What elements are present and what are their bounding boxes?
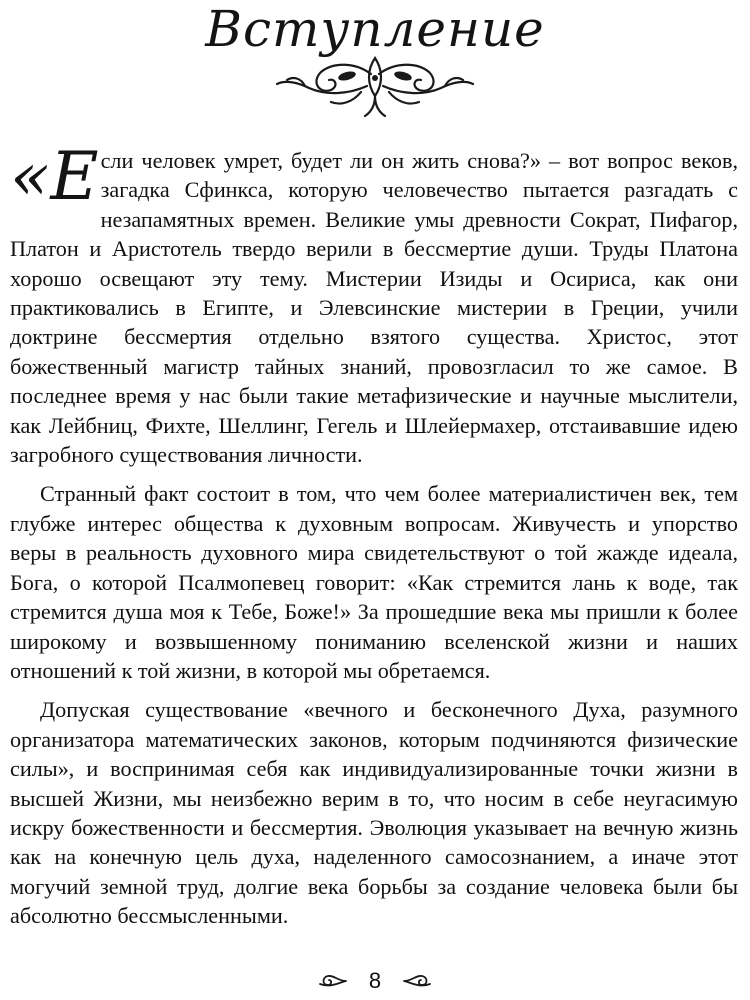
title-ornament-icon [275,50,475,120]
opening-paragraph-text: сли человек умрет, будет ли он жить снова?» – вот вопрос веков, загадка Сфинкса, которую человечество пытается разгадать с незапамятных времен. Великие умы древности Сократ, Пифагор, Платон и Аристотель твердо верили в бессмертие души. Труды Платона хорошо освещают эту тему. Мистерии Изиды и Осириса, как они практиковались в Египте, и Элевсинские мистерии в Греции, учили доктрине бессмертия отдельно взятого существа. Христос, этот божественный магистр тайных знаний, провозгласил то же самое. В последнее время у нас были такие метафизические и научные мыслители, как Лейбниц, Фихте, Шеллинг, Гегель и Шлейермахер, отстаивавшие идею загробного существования личности. [10,148,738,468]
chapter-title: Вступление [205,0,545,58]
paragraph: Допуская существование «вечного и бесконечного Духа, разумного организатора математических законов, которым подчиняются физические силы», и воспринимая себя как индивидуализированные точки жизни в высшей Жизни, мы неизбежно верим в то, что носим в себе неугасимую искру божественности и бессмертия. Эволюция указывает на вечную жизнь как на конечную цель духа, наделенного самосознанием, а иначе этот могучий земной труд, долгие века борьбы за создание человека были бы абсолютно бессмысленными. [10,697,738,929]
paragraph: Странный факт состоит в том, что чем более материалистичен век, тем глубже интерес общества к духовным вопросам. Живучесть и упорство веры в реальность духовного мира свидетельствуют о той жажде идеала, Бога, о которой Псалмопевец говорит: «Как стремится лань к воде, так стремится душа моя к Тебе, Боже!» За прошедшие века мы пришли к более широкому и возвышенному пониманию вселенской жизни и наших отношений к той жизни, в которой мы обретаемся. [10,481,738,683]
left-flourish-icon [316,972,348,990]
drop-cap [10,138,99,215]
opening-quote-mark: « [10,138,51,215]
body-text [10,138,738,931]
opening-paragraph [10,138,738,469]
page-number: 8 [368,968,382,993]
drop-cap-letter: Е [50,138,99,215]
right-flourish-icon [402,972,434,990]
page-footer [0,966,750,996]
